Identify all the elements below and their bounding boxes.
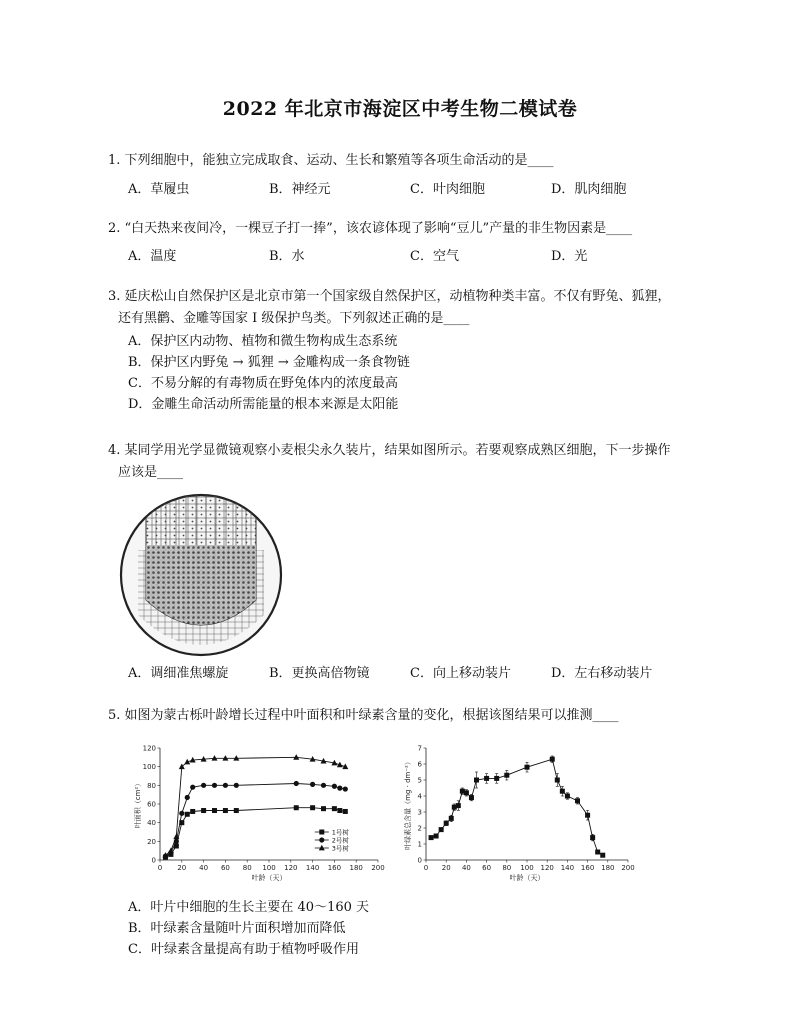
data-point-series-1 xyxy=(434,834,439,839)
legend-marker xyxy=(319,837,324,842)
data-point-series-1 xyxy=(449,816,454,821)
series-line-1 xyxy=(166,808,346,858)
option-c: C．不易分解的有毒物质在野兔体内的浓度最高 xyxy=(128,376,398,391)
x-tick-label: 180 xyxy=(601,864,615,872)
y-tick-label: 7 xyxy=(417,744,422,753)
question-3-stem-line2: 还有黑鹳、金雕等国家 Ⅰ 级保护鸟类。下列叙述正确的是____ xyxy=(118,311,470,326)
data-point-series-1 xyxy=(555,778,560,783)
question-5-stem: 5. 如图为蒙古栎叶龄增长过程中叶面积和叶绿素含量的变化，根据该图结果可以推测____ xyxy=(108,708,619,723)
option-a: A．保护区内动物、植物和微生物构成生态系统 xyxy=(128,334,398,349)
y-tick-label: 40 xyxy=(147,819,156,828)
x-tick-label: 40 xyxy=(461,864,471,872)
data-point-series-1 xyxy=(585,813,590,818)
y-tick-label: 120 xyxy=(142,744,156,753)
data-point-series-2 xyxy=(179,811,184,816)
data-point-series-2 xyxy=(294,781,299,786)
data-point-series-2 xyxy=(321,783,326,788)
y-tick-label: 0 xyxy=(151,856,156,865)
x-tick-label: 20 xyxy=(177,864,187,872)
y-tick-label: 100 xyxy=(142,763,156,772)
option-b: B．保护区内野兔 → 狐狸 → 金雕构成一条食物链 xyxy=(128,355,410,370)
data-point-series-1 xyxy=(550,757,555,762)
option-c: C．向上移动装片 xyxy=(410,666,511,681)
question-1 xyxy=(108,150,708,172)
question-2-stem: 2. “白天热来夜间冷，一棵豆子打一捧”，该农谚体现了影响“豆儿”产量的非生物因素是____ xyxy=(108,221,633,236)
x-tick-label: 100 xyxy=(520,864,534,872)
legend-label: 2号树 xyxy=(331,836,349,845)
data-point-series-2 xyxy=(185,795,190,800)
data-point-series-1 xyxy=(464,790,469,795)
y-tick-label: 2 xyxy=(417,824,422,833)
x-tick-label: 60 xyxy=(220,864,230,872)
data-point-series-1 xyxy=(343,809,348,814)
page-title: 2022 年北京市海淀区中考生物二模试卷 xyxy=(222,98,578,120)
option-d: D．光 xyxy=(551,249,588,264)
x-tick-label: 40 xyxy=(199,864,209,872)
data-point-series-1 xyxy=(590,835,595,840)
y-axis-label: 叶面积（cm²） xyxy=(134,779,142,829)
data-point-series-3 xyxy=(179,763,185,769)
x-tick-label: 0 xyxy=(423,864,429,872)
y-tick-label: 20 xyxy=(147,837,156,846)
y-tick-label: 0 xyxy=(417,856,422,865)
x-tick-label: 0 xyxy=(157,864,163,872)
data-point-series-2 xyxy=(223,783,228,788)
option-d: D．左右移动装片 xyxy=(551,666,653,681)
legend-marker xyxy=(319,830,324,835)
x-axis-label: 叶龄（天） xyxy=(251,874,287,882)
option-b: B．更换高倍物镜 xyxy=(269,666,370,681)
x-axis-label: 叶龄（天） xyxy=(509,874,545,882)
question-5 xyxy=(108,705,708,727)
data-point-series-1 xyxy=(223,808,228,813)
option-d: D．肌肉细胞 xyxy=(551,182,627,197)
data-point-series-1 xyxy=(600,853,605,858)
x-tick-label: 120 xyxy=(540,864,554,872)
y-axis-label: 叶绿素总含量（mg · dm⁻²） xyxy=(404,758,412,850)
y-tick-label: 3 xyxy=(417,808,422,817)
y-tick-label: 5 xyxy=(417,776,422,785)
data-point-series-1 xyxy=(484,776,489,781)
data-point-series-1 xyxy=(321,806,326,811)
root-tip-microscope-image xyxy=(116,490,286,660)
x-tick-label: 80 xyxy=(242,864,252,872)
y-tick-label: 4 xyxy=(417,792,422,801)
option-a: A．温度 xyxy=(128,249,177,264)
data-point-series-1 xyxy=(185,812,190,817)
question-3-options xyxy=(128,331,410,415)
question-3-stem-line1: 3. 延庆松山自然保护区是北京市第一个国家级自然保护区，动植物种类丰富。不仅有野兔、狐狸， xyxy=(108,289,671,304)
leaf-area-chart xyxy=(130,738,390,898)
question-4-stem-line2: 应该是____ xyxy=(118,465,184,480)
data-point-series-1 xyxy=(190,809,195,814)
x-tick-label: 200 xyxy=(371,864,385,872)
data-point-series-2 xyxy=(332,784,337,789)
data-point-series-1 xyxy=(469,795,474,800)
question-2 xyxy=(108,218,708,240)
x-tick-label: 60 xyxy=(482,864,492,872)
option-a: A．调细准焦螺旋 xyxy=(128,666,229,681)
data-point-series-1 xyxy=(294,805,299,810)
y-tick-label: 80 xyxy=(147,781,156,790)
question-4 xyxy=(108,440,708,484)
y-tick-label: 6 xyxy=(417,760,422,769)
data-point-series-1 xyxy=(525,765,530,770)
option-c: C．叶肉细胞 xyxy=(410,182,485,197)
question-1-options xyxy=(128,178,692,197)
data-point-series-2 xyxy=(234,783,239,788)
data-point-series-1 xyxy=(456,803,461,808)
data-point-series-2 xyxy=(337,786,342,791)
y-tick-label: 60 xyxy=(147,800,156,809)
x-tick-label: 160 xyxy=(327,864,342,872)
question-3 xyxy=(108,286,708,330)
data-point-series-1 xyxy=(474,778,479,783)
data-point-series-1 xyxy=(595,850,600,855)
data-point-series-1 xyxy=(310,805,315,810)
option-b: B．神经元 xyxy=(269,182,331,197)
x-tick-label: 20 xyxy=(441,864,451,872)
data-point-series-1 xyxy=(212,808,217,813)
data-point-series-1 xyxy=(560,789,565,794)
question-1-stem: 1. 下列细胞中，能独立完成取食、运动、生长和繁殖等各项生命活动的是____ xyxy=(108,153,554,168)
data-point-series-1 xyxy=(332,806,337,811)
data-point-series-1 xyxy=(439,827,444,832)
option-d: D．金雕生命活动所需能量的根本来源是太阳能 xyxy=(128,397,399,412)
data-point-series-1 xyxy=(575,798,580,803)
legend-marker xyxy=(319,845,325,851)
x-tick-label: 80 xyxy=(502,864,512,872)
data-point-series-1 xyxy=(429,835,434,840)
x-tick-label: 120 xyxy=(284,864,298,872)
chlorophyll-chart xyxy=(396,738,636,898)
question-4-stem-line1: 4. 某同学用光学显微镜观察小麦根尖永久装片，结果如图所示。若要观察成熟区细胞，下一步操作 xyxy=(108,443,671,458)
data-point-series-2 xyxy=(310,782,315,787)
series-line-3 xyxy=(166,757,346,855)
option-b: B．叶绿素含量随叶片面积增加而降低 xyxy=(128,921,346,936)
x-tick-label: 100 xyxy=(262,864,276,872)
question-5-options xyxy=(128,897,369,960)
x-tick-label: 140 xyxy=(305,864,320,872)
data-point-series-2 xyxy=(201,783,206,788)
data-point-series-2 xyxy=(343,786,348,791)
option-a: A．叶片中细胞的生长主要在 40～160 天 xyxy=(128,900,370,915)
option-c: C．叶绿素含量提高有助于植物呼吸作用 xyxy=(128,942,359,957)
data-point-series-1 xyxy=(201,808,206,813)
data-point-series-1 xyxy=(234,808,239,813)
x-tick-label: 180 xyxy=(349,864,363,872)
option-b: B．水 xyxy=(269,249,305,264)
data-point-series-1 xyxy=(504,773,509,778)
data-point-series-2 xyxy=(190,785,195,790)
question-4-options xyxy=(128,662,692,681)
data-point-series-1 xyxy=(565,794,570,799)
option-a: A．草履虫 xyxy=(128,182,190,197)
x-tick-label: 200 xyxy=(621,864,635,872)
data-point-series-1 xyxy=(444,821,449,826)
data-point-series-2 xyxy=(212,783,217,788)
data-point-series-1 xyxy=(337,808,342,813)
series-line-2 xyxy=(166,784,346,857)
question-2-options xyxy=(128,245,692,264)
y-tick-label: 1 xyxy=(417,840,422,849)
x-tick-label: 140 xyxy=(560,864,575,872)
data-point-series-1 xyxy=(494,776,499,781)
option-c: C．空气 xyxy=(410,249,459,264)
legend-label: 1号树 xyxy=(331,828,349,837)
x-tick-label: 160 xyxy=(580,864,595,872)
legend-label: 3号树 xyxy=(331,844,349,853)
